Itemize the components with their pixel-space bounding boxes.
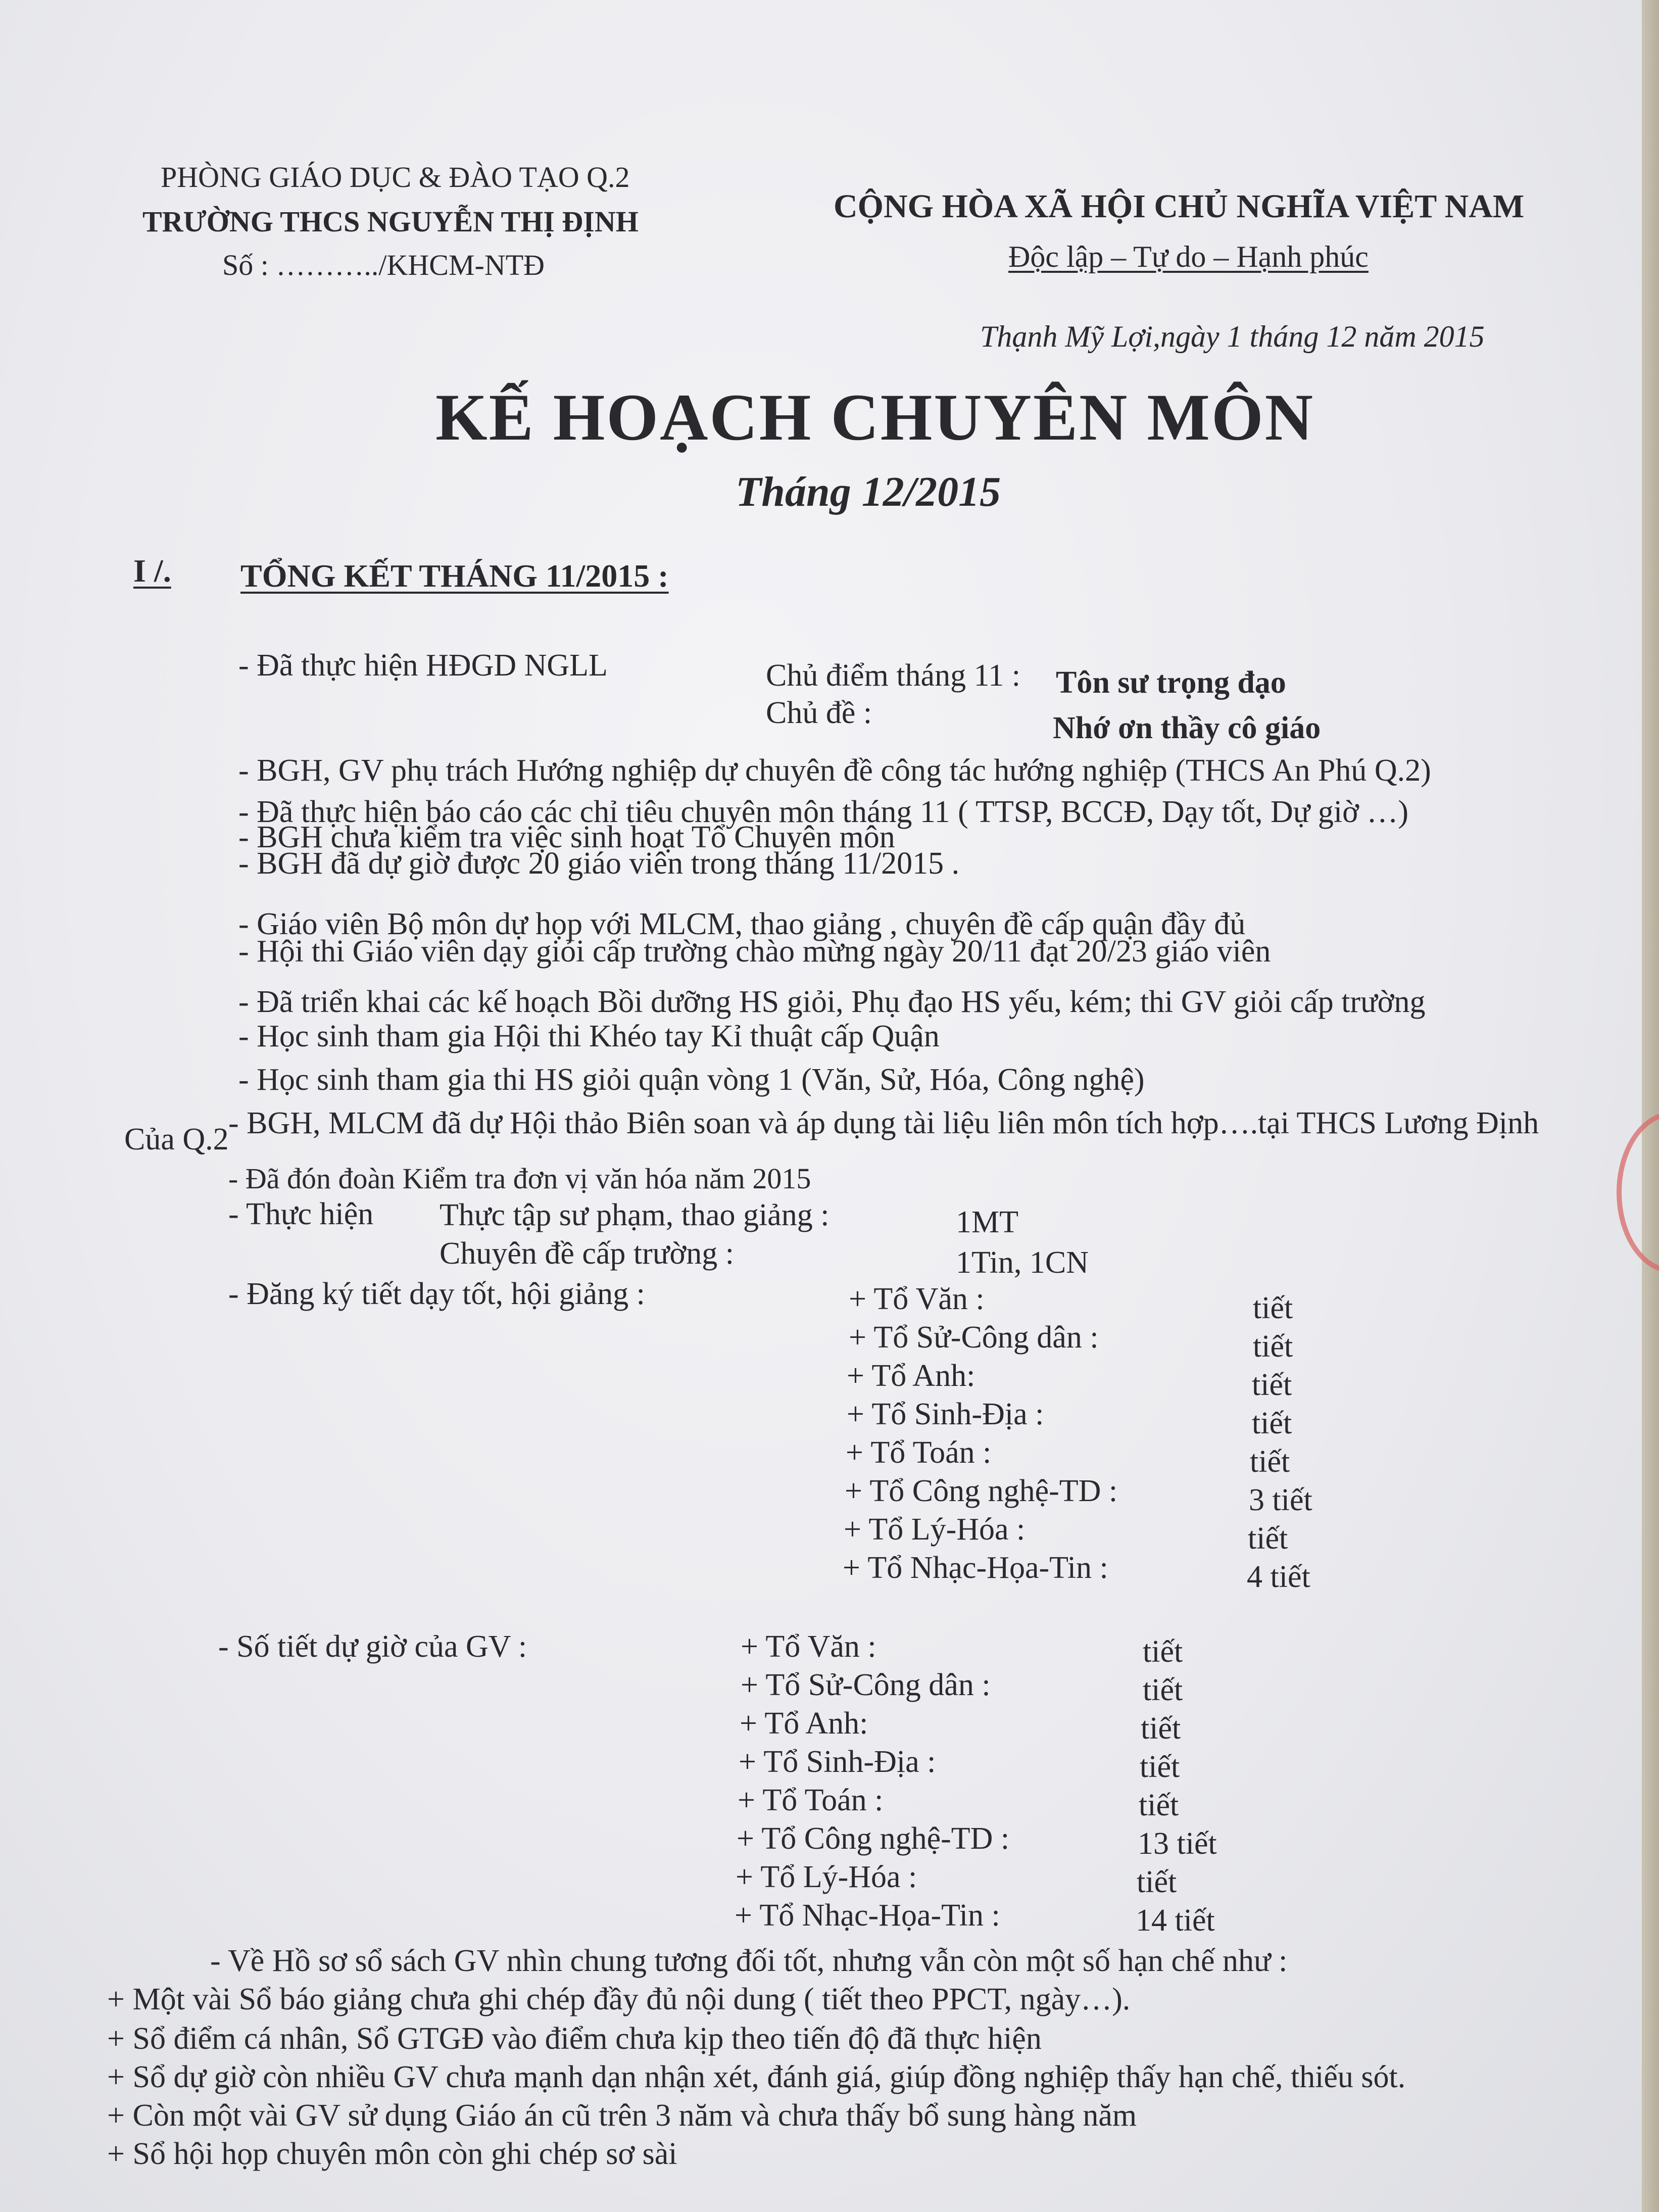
document-date: Thạnh Mỹ Lợi,ngày 1 tháng 12 năm 2015 xyxy=(980,320,1485,353)
ho-so-point: + Sổ hội họp chuyên môn còn ghi chép sơ sài xyxy=(107,2137,677,2171)
list-item: - Đã thực hiện báo cáo các chỉ tiêu chuyên môn tháng 11 ( TTSP, BCCĐ, Dạy tốt, Dự giờ …) xyxy=(238,795,1409,829)
du-gio-value: tiết xyxy=(1137,1865,1177,1899)
du-gio-to: + Tổ Anh: xyxy=(740,1706,868,1741)
du-gio-value: 14 tiết xyxy=(1136,1903,1215,1938)
chu-diem-label: Chủ điểm tháng 11 : xyxy=(766,658,1020,693)
du-gio-value: tiết xyxy=(1139,1788,1179,1822)
dang-ky-value: tiết xyxy=(1252,1406,1292,1440)
header-school: TRƯỜNG THCS NGUYỄN THỊ ĐỊNH xyxy=(142,205,639,238)
list-item-continuation: Của Q.2 xyxy=(124,1122,229,1157)
list-item: - Học sinh tham gia thi HS giỏi quận vòng 1 (Văn, Sử, Hóa, Công nghệ) xyxy=(238,1063,1145,1097)
ngll-item: - Đã thực hiện HĐGD NGLL xyxy=(238,648,608,683)
ho-so-point: + Một vài Sổ báo giảng chưa ghi chép đầy đủ nội dung ( tiết theo PPCT, ngày…). xyxy=(107,1982,1131,2016)
dang-ky-to: + Tổ Toán : xyxy=(846,1435,992,1470)
du-gio-value: tiết xyxy=(1141,1711,1181,1746)
thuc-hien-row2-label: Chuyên đề cấp trường : xyxy=(440,1236,734,1271)
du-gio-to: + Tổ Lý-Hóa : xyxy=(736,1860,917,1894)
header-department: PHÒNG GIÁO DỤC & ĐÀO TẠO Q.2 xyxy=(161,161,630,194)
thuc-hien-row1-label: Thực tập sư phạm, thao giảng : xyxy=(440,1198,830,1232)
dang-ky-to: + Tổ Công nghệ-TD : xyxy=(845,1474,1118,1508)
list-item: - Hội thi Giáo viên dạy giỏi cấp trường chào mừng ngày 20/11 đạt 20/23 giáo viên xyxy=(238,934,1271,969)
inspection-item: - Đã đón đoàn Kiểm tra đơn vị văn hóa năm 2015 xyxy=(228,1162,811,1195)
dang-ky-to: + Tổ Anh: xyxy=(847,1359,975,1393)
ho-so-point: + Sổ dự giờ còn nhiều GV chưa mạnh dạn nhận xét, đánh giá, giúp đồng nghiệp thấy hạn chế, thiếu sót. xyxy=(107,2060,1406,2094)
du-gio-value: 13 tiết xyxy=(1138,1826,1217,1861)
thuc-hien-row1-value: 1MT xyxy=(956,1205,1018,1239)
list-item: - BGH chưa kiểm tra việc sinh hoạt Tổ Chuyên môn xyxy=(238,820,895,854)
document-title: KẾ HOẠCH CHUYÊN MÔN xyxy=(435,380,1314,454)
dang-ky-value: tiết xyxy=(1250,1445,1290,1479)
du-gio-to: + Tổ Toán : xyxy=(738,1783,884,1817)
du-gio-value: tiết xyxy=(1140,1750,1180,1784)
du-gio-label: - Số tiết dự giờ của GV : xyxy=(218,1629,527,1664)
header-motto: Độc lập – Tự do – Hạnh phúc xyxy=(1008,240,1369,273)
list-item: - Đã triển khai các kế hoạch Bồi dưỡng HS giỏi, Phụ đạo HS yếu, kém; thi GV giỏi cấp trường xyxy=(238,985,1426,1019)
du-gio-to: + Tổ Sinh-Địa : xyxy=(739,1745,936,1779)
chu-de-value: Nhớ ơn thầy cô giáo xyxy=(1053,711,1321,745)
ho-so-point: + Còn một vài GV sử dụng Giáo án cũ trên 3 năm và chưa thấy bổ sung hàng năm xyxy=(107,2098,1137,2133)
list-item: - Giáo viên Bộ môn dự họp với MLCM, thao giảng , chuyên đề cấp quận đầy đủ xyxy=(238,907,1246,941)
du-gio-to: + Tổ Công nghệ-TD : xyxy=(737,1821,1010,1856)
thuc-hien-label: - Thực hiện xyxy=(228,1197,374,1231)
chu-diem-value: Tôn sư trọng đạo xyxy=(1056,665,1286,700)
dang-ky-value: 4 tiết xyxy=(1247,1560,1310,1594)
page-edge xyxy=(1642,0,1659,2212)
du-gio-to: + Tổ Nhạc-Họa-Tin : xyxy=(735,1898,1000,1933)
list-item: - BGH đã dự giờ được 20 giáo viên trong tháng 11/2015 . xyxy=(238,846,960,881)
ho-so-point: + Sổ điểm cá nhân, Sổ GTGĐ vào điểm chưa kịp theo tiến độ đã thực hiện xyxy=(107,2022,1042,2056)
section-heading: TỔNG KẾT THÁNG 11/2015 : xyxy=(240,558,669,594)
dang-ky-to: + Tổ Nhạc-Họa-Tin : xyxy=(843,1551,1108,1585)
du-gio-value: tiết xyxy=(1143,1673,1183,1707)
du-gio-to: + Tổ Văn : xyxy=(741,1629,876,1664)
document-subtitle: Tháng 12/2015 xyxy=(736,468,1001,515)
dang-ky-to: + Tổ Văn : xyxy=(849,1282,985,1316)
chu-de-label: Chủ đề : xyxy=(766,696,872,730)
list-item: - BGH, GV phụ trách Hướng nghiệp dự chuyên đề công tác hướng nghiệp (THCS An Phú Q.2) xyxy=(238,753,1431,788)
dang-ky-label: - Đăng ký tiết dạy tốt, hội giảng : xyxy=(228,1277,645,1311)
header-country: CỘNG HÒA XÃ HỘI CHỦ NGHĨA VIỆT NAM xyxy=(834,188,1525,225)
dang-ky-value: tiết xyxy=(1252,1368,1292,1402)
thuc-hien-row2-value: 1Tin, 1CN xyxy=(956,1245,1089,1280)
dang-ky-value: 3 tiết xyxy=(1249,1483,1312,1517)
du-gio-to: + Tổ Sử-Công dân : xyxy=(741,1668,991,1702)
section-number: I /. xyxy=(133,553,171,589)
list-item: - Học sinh tham gia Hội thi Khéo tay Kỉ thuật cấp Quận xyxy=(238,1019,940,1053)
dang-ky-value: tiết xyxy=(1248,1521,1288,1556)
dang-ky-to: + Tổ Lý-Hóa : xyxy=(844,1512,1026,1547)
dang-ky-value: tiết xyxy=(1253,1291,1293,1325)
list-item: - BGH, MLCM đã dự Hội thảo Biên soan và áp dụng tài liệu liên môn tích hợp….tại THCS Lương Định xyxy=(228,1106,1539,1140)
ho-so-intro: - Về Hồ sơ sổ sách GV nhìn chung tương đối tốt, nhưng vẫn còn một số hạn chế như : xyxy=(210,1944,1288,1978)
dang-ky-to: + Tổ Sinh-Địa : xyxy=(847,1397,1044,1431)
du-gio-value: tiết xyxy=(1143,1634,1183,1669)
header-document-number: Số : ………../KHCM-NTĐ xyxy=(222,249,545,281)
dang-ky-to: + Tổ Sử-Công dân : xyxy=(849,1320,1099,1355)
dang-ky-value: tiết xyxy=(1253,1329,1293,1364)
